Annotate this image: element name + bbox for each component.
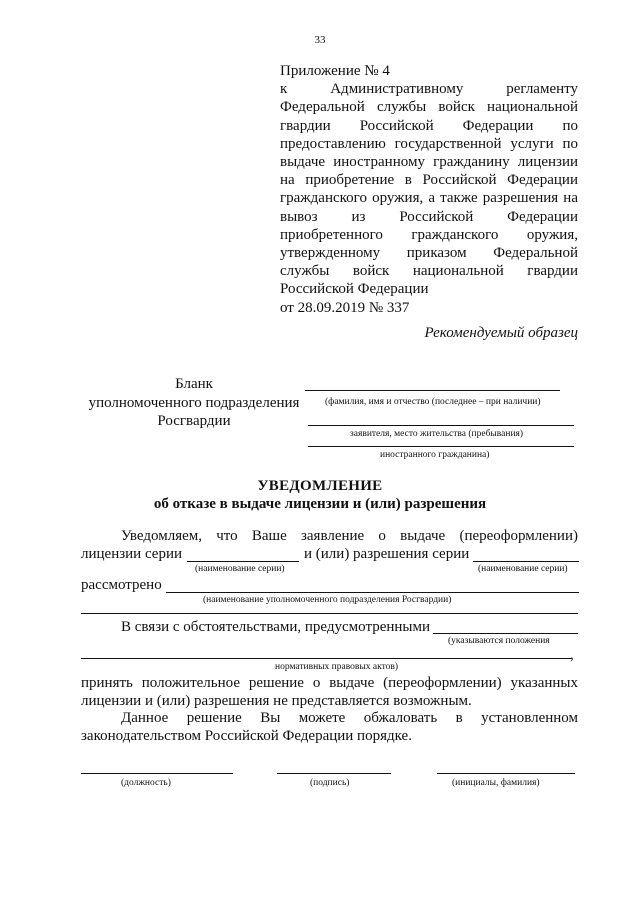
recipient-foreign-line [308, 446, 574, 447]
letterhead-line: уполномоченного подразделения [88, 394, 300, 411]
position-line [81, 773, 233, 774]
recipient-caption-foreign: иностранного гражданина) [380, 450, 490, 460]
appendix-line: гвардии Российской Федерации по [280, 117, 578, 134]
body-line: Данное решение Вы можете обжаловать в установленном [121, 710, 578, 726]
appendix-line-last: Российской Федерации [280, 281, 429, 298]
letterhead-line: Росгвардии [157, 413, 231, 429]
caption-acts: нормативных правовых актов) [275, 662, 399, 672]
unit-name-line [166, 592, 579, 593]
permit-series-line [473, 561, 579, 562]
appendix-line: к Административному регламенту [280, 81, 578, 98]
appendix-line: службы войск национальной гвардии [280, 263, 578, 280]
appendix-line: Федеральной службы войск национальной [280, 99, 578, 116]
body-comma: , [570, 647, 574, 663]
appendix-line: приобретенного гражданского оружия, [280, 226, 578, 243]
notice-subtitle: об отказе в выдаче лицензии и (или) разрешения [153, 496, 487, 512]
caption-full-name: (инициалы, фамилия) [452, 778, 540, 788]
appendix-line: предоставлению государственной услуги по [280, 135, 578, 152]
notice-title: УВЕДОМЛЕНИЕ [257, 478, 383, 494]
provisions-line [433, 633, 578, 634]
caption-license-series: (наименование серии) [195, 564, 285, 574]
appendix-block [280, 62, 578, 317]
recommended-sample-label: Рекомендуемый образец [424, 325, 578, 341]
recipient-name-line [305, 390, 560, 391]
appendix-title: Приложение № 4 [280, 63, 390, 79]
caption-provisions: (указываются положения [448, 636, 550, 646]
appendix-order: от 28.09.2019 № 337 [280, 299, 410, 316]
body-text: законодательством Российской Федерации порядке. [81, 728, 412, 744]
body-line: Уведомляем, что Ваше заявление о выдаче (переоформлении) [121, 528, 578, 544]
body-text: рассмотрено [81, 577, 162, 593]
caption-signature: (подпись) [310, 778, 350, 788]
body-text: В связи с обстоятельствами, предусмотренными [121, 619, 431, 635]
letterhead-line: Бланк [175, 376, 213, 392]
letterhead-block [80, 375, 308, 431]
full-name-line [437, 773, 575, 774]
caption-position: (должность) [121, 778, 171, 788]
appendix-line: утвержденному приказом Федеральной [280, 245, 578, 262]
page-number: 33 [314, 34, 326, 46]
recipient-caption-address: заявителя, место жительства (пребывания) [350, 429, 524, 439]
body-line: принять положительное решение о выдаче (переоформлении) указанных [81, 675, 578, 691]
body-text: лицензии серии [81, 546, 183, 562]
body-text: лицензии и (или) разрешения не представляется возможным. [81, 693, 472, 709]
unit-name-line-2 [81, 613, 578, 614]
body-text: и (или) разрешения серии [304, 546, 470, 562]
appendix-line: выдаче иностранному гражданину лицензии [280, 154, 578, 171]
signature-line [277, 773, 391, 774]
caption-permit-series: (наименование серии) [478, 564, 568, 574]
appendix-line: гражданского оружия, а также разрешения на [280, 190, 578, 207]
appendix-line: вывоз из Российской Федерации [280, 208, 578, 225]
appendix-line: на приобретение в Российской Федерации [280, 172, 578, 189]
recipient-caption-name: (фамилия, имя и отчество (последнее – при наличии) [325, 397, 541, 407]
caption-unit: (наименование уполномоченного подразделения Росгвардии) [203, 595, 452, 605]
recipient-address-line [308, 425, 574, 426]
provisions-line-2 [81, 658, 571, 659]
license-series-line [187, 561, 299, 562]
